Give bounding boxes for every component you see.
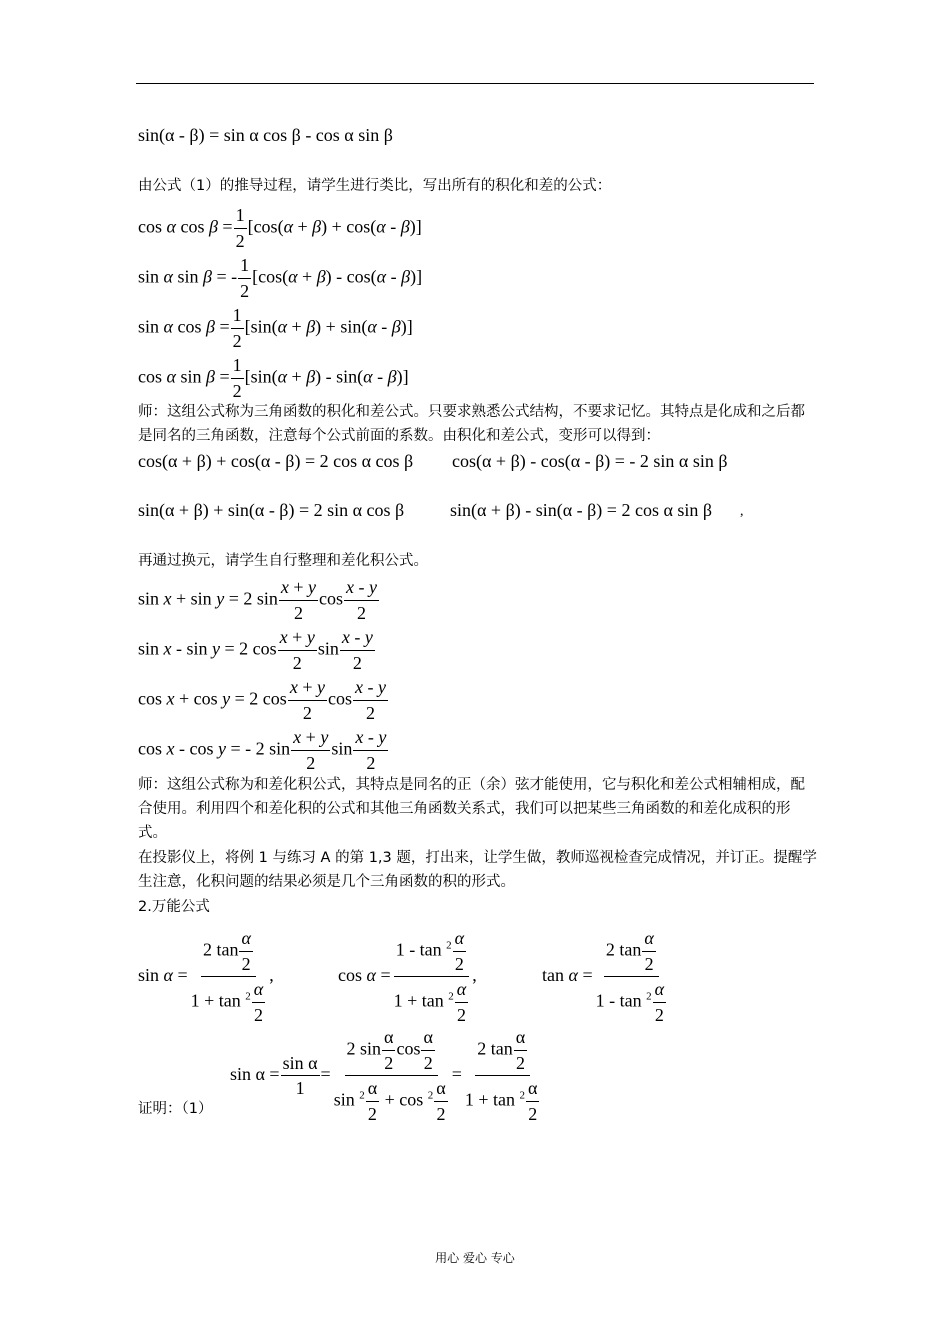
derived-comma: , <box>740 504 744 519</box>
paragraph-4: 师：这组公式称为和差化积公式，其特点是同名的正（余）弦才能使用，它与积化和差公式相辅相成，配合使用。利用四个和差化积的公式和其他三角函数关系式，我们可以把某些三角函数的和差化成积的形式。 <box>138 777 805 841</box>
formula-sum-prod-2: sin x - sin y = 2 cos $\frac{x + y}{2}$ sin $\frac{x - y}{2}$ <box>138 627 373 673</box>
formula-derived-2: cos(α + β) - cos(α - β) = - 2 sin α sin β <box>452 451 728 471</box>
formula-sum-prod-1: sin x + sin y = 2 sin $\frac{x + y}{2}$ cos $\frac{x - y}{2}$ <box>138 577 378 623</box>
header-rule <box>136 83 814 84</box>
formula-prod-sum-1: cos α cos β = $\frac{1}{2}$ [cos(α + β) + cos(α - β)] <box>138 205 422 251</box>
formula-derived-4: sin(α + β) - sin(α - β) = 2 cos α sin β <box>450 500 713 520</box>
formula-sin-diff: sin(α - β) = sin α cos β - cos α sin β <box>138 125 393 145</box>
paragraph-2: 师：这组公式称为三角函数的积化和差公式。只要求熟悉公式结构，不要求记忆。其特点是化成和之后都是同名的三角函数，注意每个公式前面的系数。由积化和差公式，变形可以得到： <box>138 404 805 444</box>
formula-prod-sum-3: sin α cos β = $\frac{1}{2}$ [sin(α + β) + sin(α - β)] <box>138 305 413 351</box>
formula-sum-prod-3: cos x + cos y = 2 cos $\frac{x + y}{2}$ cos $\frac{x - y}{2}$ <box>138 677 386 723</box>
heading-universal-formula: 2.万能公式 <box>138 899 210 915</box>
formula-derived-1: cos(α + β) + cos(α - β) = 2 cos α cos β <box>138 451 414 471</box>
formula-derived-3: sin(α + β) + sin(α - β) = 2 sin α cos β <box>138 500 405 520</box>
formula-universal-cos: cos α = 1 - tan $^2$ $\frac{\alpha}{2}$ 1 + tan $^2$ $\frac{\alpha}{2}$ , <box>338 928 477 1026</box>
formula-proof: sin α = $\frac{\text{sin α}}{1}$ = 2 sin $\frac{\alpha}{2}$ cos $\frac{\alpha}{2}$ sin $^2$ $\frac{\alpha}{2}$ + cos $^2$ $\frac{\alpha}{2}$ = 2 tan $\frac{\alpha}{2}$ 1 + tan $^2$ $\frac{\alpha}{2}$ <box>230 1027 538 1125</box>
formula-sum-prod-4: cos x - cos y = - 2 sin $\frac{x + y}{2}$ sin $\frac{x - y}{2}$ <box>138 727 387 773</box>
paragraph-3: 再通过换元，请学生自行整理和差化积公式。 <box>138 553 428 569</box>
paragraph-1: 由公式（1）的推导过程，请学生进行类比，写出所有的积化和差的公式： <box>138 178 612 194</box>
formula-prod-sum-4: cos α sin β = $\frac{1}{2}$ [sin(α + β) - sin(α - β)] <box>138 355 409 401</box>
formula-universal-tan: tan α = 2 tan $\frac{\alpha}{2}$ 1 - tan $^2$ $\frac{\alpha}{2}$ <box>542 928 665 1026</box>
formula-prod-sum-2: sin α sin β = - $\frac{1}{2}$ [cos(α + β) - cos(α - β)] <box>138 255 423 301</box>
formula-universal-sin: sin α = 2 tan $\frac{\alpha}{2}$ 1 + tan $^2$ $\frac{\alpha}{2}$ , <box>138 928 274 1026</box>
page-footer: 用心 爱心 专心 <box>435 1251 515 1265</box>
proof-label: 证明：（1） <box>138 1101 213 1117</box>
paragraph-5: 在投影仪上，将例 1 与练习 A 的第 1,3 题，打出来，让学生做，教师巡视检查完成情况，并订正。提醒学生注意，化积问题的结果必须是几个三角函数的积的形式。 <box>138 850 817 890</box>
